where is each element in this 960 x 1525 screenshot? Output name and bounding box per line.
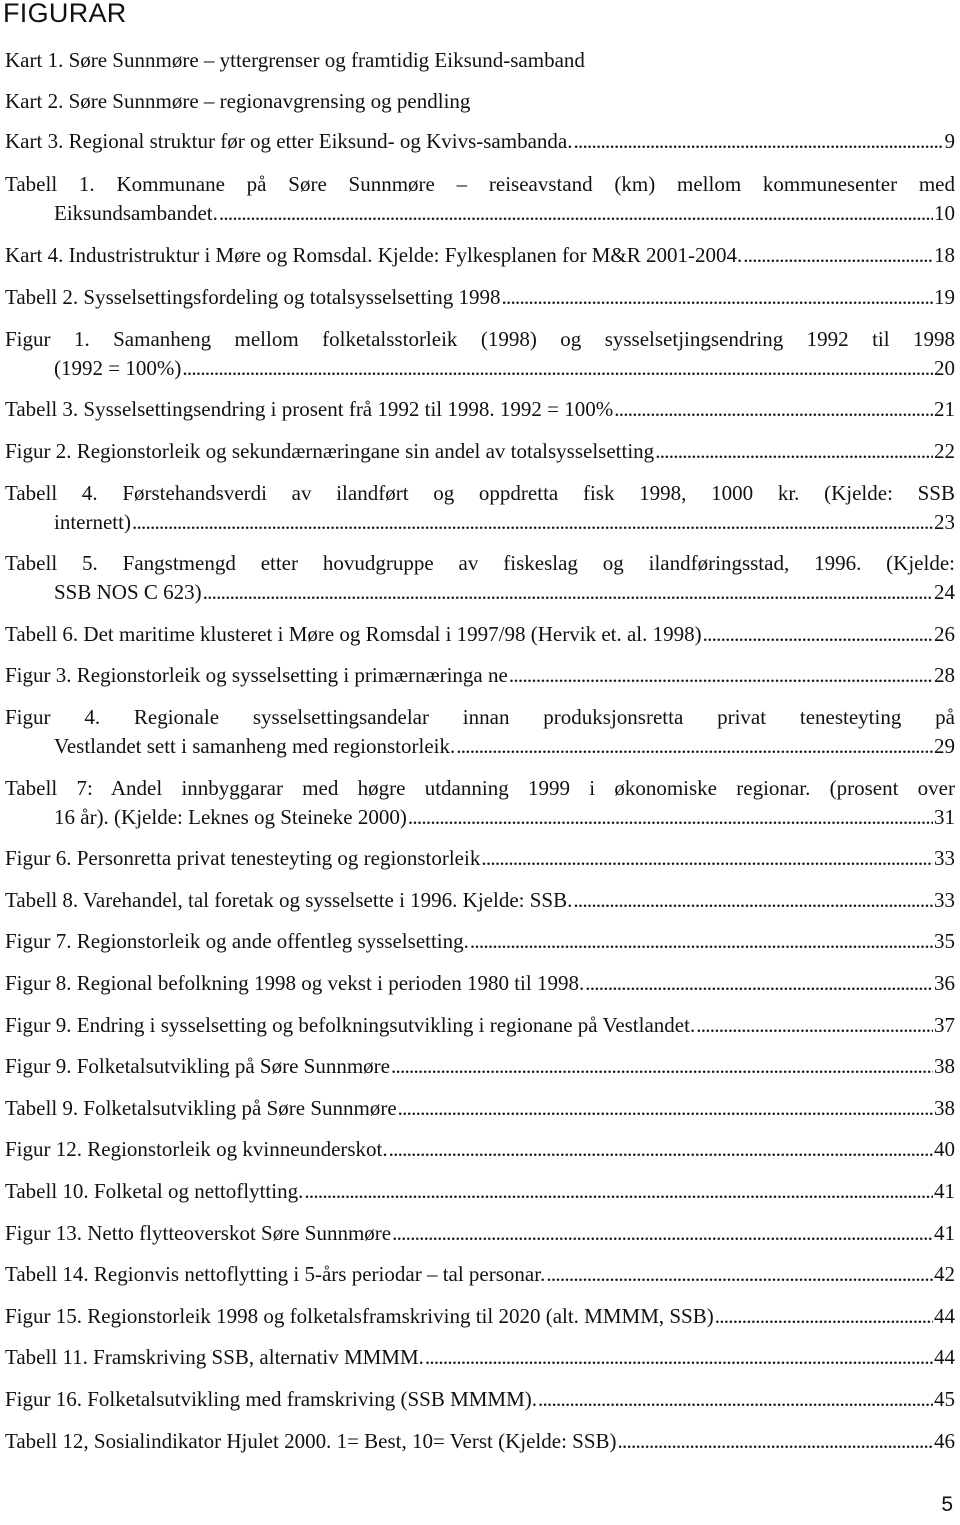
toc-page-number: 24 <box>934 580 955 604</box>
toc-entry[interactable] <box>5 1302 955 1331</box>
toc-entry[interactable] <box>5 1094 955 1123</box>
dot-leader <box>585 969 933 998</box>
toc-entry-continuation: SSB NOS C 623) <box>54 580 202 604</box>
dot-leader <box>696 1011 933 1040</box>
dot-leader <box>132 508 933 537</box>
toc-entry-title: Figur 1. Samanheng mellom folketalsstorleik (1998) og sysselsetjingsendring 1992 til 1998 <box>5 327 955 351</box>
toc-plain-item: Kart 2. Søre Sunnmøre – regionavgrensing og pendling <box>5 89 471 113</box>
toc-entry[interactable] <box>5 1385 955 1414</box>
toc-entry[interactable] <box>5 1177 955 1206</box>
toc-page-number: 19 <box>934 285 955 309</box>
toc-entry[interactable] <box>5 1052 955 1081</box>
toc-entry[interactable] <box>5 283 955 312</box>
toc-entry-title: Kart 4. Industristruktur i Møre og Romsdal. Kjelde: Fylkesplanen for M&R 2001-2004. <box>5 243 743 267</box>
toc-page-number: 41 <box>934 1179 955 1203</box>
toc-entry-title: Tabell 11. Framskriving SSB, alternativ MMMM. <box>5 1345 424 1369</box>
toc-entry[interactable] <box>5 1219 955 1248</box>
dot-leader <box>614 395 933 424</box>
toc-entry[interactable] <box>5 479 955 537</box>
toc-entry-title: Tabell 3. Sysselsettingsendring i prosent frå 1992 til 1998. 1992 = 100% <box>5 397 614 421</box>
toc-page-number: 36 <box>934 971 955 995</box>
toc-page-number: 40 <box>934 1137 955 1161</box>
toc-page-number: 41 <box>934 1221 955 1245</box>
toc-entry-title: Figur 13. Netto flytteoverskot Søre Sunnmøre <box>5 1221 392 1245</box>
toc-entry[interactable] <box>5 1260 955 1289</box>
toc-page-number: 31 <box>934 805 955 829</box>
dot-leader <box>573 127 943 156</box>
toc-entry[interactable] <box>5 620 955 649</box>
toc-entry-title: Tabell 6. Det maritime klusteret i Møre og Romsdal i 1997/98 (Hervik et. al. 1998) <box>5 622 702 646</box>
toc-entry[interactable] <box>5 437 955 466</box>
toc-entry-title: Figur 4. Regionale sysselsettingsandelar innan produksjonsretta privat tenesteyting på <box>5 705 955 729</box>
toc-page-number: 35 <box>934 929 955 953</box>
toc-entry-title: Figur 12. Regionstorleik og kvinneunderskot. <box>5 1137 388 1161</box>
toc-entry[interactable] <box>5 1135 955 1164</box>
toc-entry-title: Kart 3. Regional struktur før og etter Eiksund- og Kvivs-sambanda. <box>5 129 573 153</box>
toc-entry[interactable] <box>5 969 955 998</box>
toc-entry[interactable] <box>5 1427 955 1456</box>
toc-entry-title: Tabell 14. Regionvis nettoflytting i 5-års periodar – tal personar. <box>5 1262 546 1286</box>
toc-entry-title: Tabell 9. Folketalsutvikling på Søre Sunnmøre <box>5 1096 397 1120</box>
toc-entry-continuation: Vestlandet sett i samanheng med regionstorleik. <box>54 734 456 758</box>
toc-entry[interactable] <box>5 844 955 873</box>
toc-entry[interactable] <box>5 170 955 228</box>
toc-entry[interactable] <box>5 703 955 761</box>
toc-page-number: 44 <box>934 1304 955 1328</box>
dot-leader <box>509 661 933 690</box>
toc-entry-title: Figur 9. Folketalsutvikling på Søre Sunnmøre <box>5 1054 390 1078</box>
dot-leader <box>546 1260 933 1289</box>
toc-plain-item: Kart 1. Søre Sunnmøre – yttergrenser og framtidig Eiksund-samband <box>5 48 585 72</box>
toc-page-number: 29 <box>934 734 955 758</box>
toc-page-number: 38 <box>934 1054 955 1078</box>
toc-page-number: 18 <box>934 243 955 267</box>
toc-entry-title: Figur 3. Regionstorleik og sysselsetting i primærnæringa ne <box>5 663 508 687</box>
dot-leader <box>538 1385 933 1414</box>
toc-entry-title: Tabell 5. Fangstmengd etter hovudgruppe av fiskeslag og ilandføringsstad, 1996. (Kjelde: <box>5 551 955 575</box>
dot-leader <box>182 354 933 383</box>
toc-page-number: 46 <box>934 1429 955 1453</box>
dot-leader <box>470 927 933 956</box>
toc-entry-title: Tabell 4. Førstehandsverdi av ilandført og oppdretta fisk 1998, 1000 kr. (Kjelde: SSB <box>5 481 955 505</box>
dot-leader <box>456 732 933 761</box>
toc-page-number: 26 <box>934 622 955 646</box>
dot-leader <box>391 1052 933 1081</box>
toc-page-number: 21 <box>934 397 955 421</box>
toc-page-number: 9 <box>944 129 955 153</box>
toc-entry[interactable] <box>5 549 955 607</box>
toc-page-number: 23 <box>934 510 955 534</box>
toc-entry[interactable] <box>5 774 955 832</box>
toc-page-number: 37 <box>934 1013 955 1037</box>
toc-entry[interactable] <box>5 886 955 915</box>
toc-entry-title: Tabell 10. Folketal og nettoflytting. <box>5 1179 304 1203</box>
dot-leader <box>203 578 933 607</box>
toc-entry[interactable] <box>5 1343 955 1372</box>
dot-leader <box>389 1135 933 1164</box>
toc-entry[interactable] <box>5 927 955 956</box>
toc-entry[interactable] <box>5 395 955 424</box>
toc-entry[interactable] <box>5 661 955 690</box>
toc-page-number: 22 <box>934 439 955 463</box>
toc-page-number: 28 <box>934 663 955 687</box>
toc-entry[interactable] <box>5 1011 955 1040</box>
toc-entry-title: Tabell 2. Sysselsettingsfordeling og totalsysselsetting 1998 <box>5 285 501 309</box>
toc-entry-title: Figur 8. Regional befolkning 1998 og vekst i perioden 1980 til 1998. <box>5 971 585 995</box>
toc-entry-title: Figur 6. Personretta privat tenesteyting og regionstorleik <box>5 846 481 870</box>
toc-entry-title: Tabell 12, Sosialindikator Hjulet 2000. 1= Best, 10= Verst (Kjelde: SSB) <box>5 1429 617 1453</box>
toc-entry[interactable] <box>5 127 955 156</box>
dot-leader <box>408 803 933 832</box>
toc-entry-continuation: Eiksundsambandet. <box>54 201 218 225</box>
page-number: 5 <box>941 1493 953 1516</box>
toc-entry-title: Tabell 8. Varehandel, tal foretak og sysselsette i 1996. Kjelde: SSB. <box>5 888 573 912</box>
toc-page-number: 10 <box>934 201 955 225</box>
dot-leader <box>743 241 933 270</box>
toc-page-number: 33 <box>934 846 955 870</box>
dot-leader <box>398 1094 933 1123</box>
dot-leader <box>715 1302 933 1331</box>
dot-leader <box>655 437 933 466</box>
dot-leader <box>618 1427 933 1456</box>
dot-leader <box>219 199 933 228</box>
dot-leader <box>703 620 933 649</box>
toc-page-number: 45 <box>934 1387 955 1411</box>
toc-entry-continuation: 16 år). (Kjelde: Leknes og Steineke 2000) <box>54 805 407 829</box>
dot-leader <box>392 1219 933 1248</box>
toc-entry-title: Tabell 1. Kommunane på Søre Sunnmøre – reiseavstand (km) mellom kommunesenter med <box>5 172 955 196</box>
toc-entry-title: Figur 9. Endring i sysselsetting og befolkningsutvikling i regionane på Vestlandet. <box>5 1013 696 1037</box>
toc-entry-continuation: (1992 = 100%) <box>54 356 182 380</box>
toc-entry-title: Figur 7. Regionstorleik og ande offentleg sysselsetting. <box>5 929 469 953</box>
toc-entry[interactable] <box>5 325 955 383</box>
dot-leader <box>481 844 933 873</box>
dot-leader <box>304 1177 933 1206</box>
toc-entry-title: Figur 2. Regionstorleik og sekundærnæringane sin andel av totalsysselsetting <box>5 439 655 463</box>
toc-entry-title: Tabell 7: Andel innbyggarar med høgre utdanning 1999 i økonomiske regionar. (prosent over <box>5 776 955 800</box>
page-heading: FIGURAR <box>3 0 127 28</box>
toc-entry-continuation: internett) <box>54 510 131 534</box>
toc-page-number: 44 <box>934 1345 955 1369</box>
toc-page-number: 38 <box>934 1096 955 1120</box>
toc-page-number: 33 <box>934 888 955 912</box>
toc-page-number: 20 <box>934 356 955 380</box>
toc-entry-title: Figur 15. Regionstorleik 1998 og folketalsframskriving til 2020 (alt. MMMM, SSB) <box>5 1304 714 1328</box>
dot-leader <box>425 1343 933 1372</box>
dot-leader <box>502 283 934 312</box>
toc-entry[interactable] <box>5 241 955 270</box>
toc-page-number: 42 <box>934 1262 955 1286</box>
toc-entry-title: Figur 16. Folketalsutvikling med framskriving (SSB MMMM). <box>5 1387 538 1411</box>
dot-leader <box>573 886 933 915</box>
